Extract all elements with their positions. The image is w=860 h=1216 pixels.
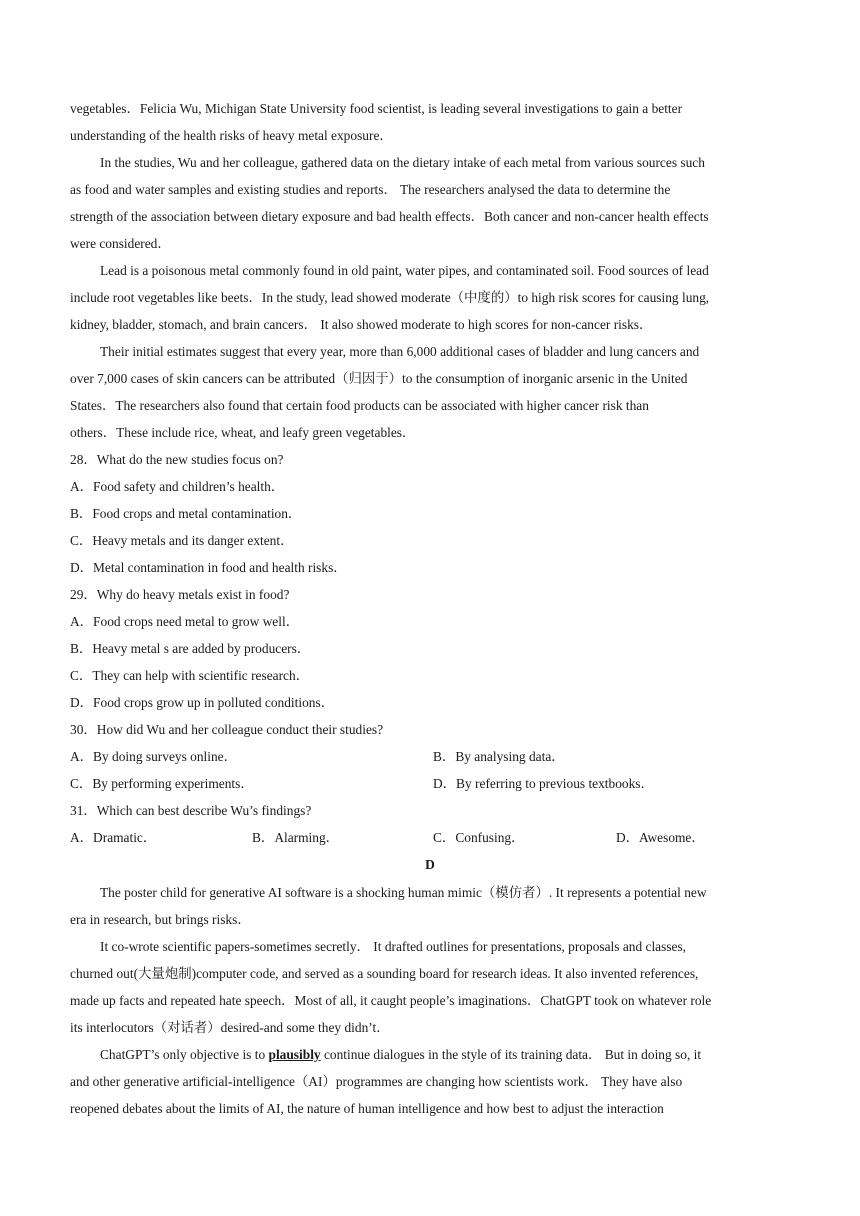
answer-option[interactable]: C．They can help with scientific research． xyxy=(70,668,310,683)
answer-option[interactable]: D．Food crops grow up in polluted conditions． xyxy=(70,695,335,710)
passage-line: reopened debates about the limits of AI, the nature of human intelligence and how best to adjust the interaction xyxy=(70,1101,664,1116)
answer-option[interactable]: C．Confusing． xyxy=(433,830,525,845)
passage-line: kidney, bladder, stomach, and brain cancers． It also showed moderate to high scores for non-cancer risks． xyxy=(70,317,653,332)
answer-option[interactable]: B．Heavy metal s are added by producers． xyxy=(70,641,311,656)
answer-option[interactable]: B．Alarming． xyxy=(252,830,340,845)
answer-option[interactable]: C．By performing experiments． xyxy=(70,776,254,791)
text-segment: continue dialogues in the style of its training data． But in doing so, it xyxy=(320,1047,702,1062)
answer-option[interactable]: D．Metal contamination in food and health risks． xyxy=(70,560,347,575)
passage-line: made up facts and repeated hate speech．Most of all, it caught people’s imaginations．ChatGPT took on whatever role xyxy=(70,993,712,1008)
underlined-word: plausibly xyxy=(268,1047,321,1062)
passage-line: strength of the association between dietary exposure and bad health effects．Both cancer and non-cancer health effects xyxy=(70,209,709,224)
question-stem: 29．Why do heavy metals exist in food? xyxy=(70,587,290,602)
answer-option[interactable]: A．Food crops need metal to grow well． xyxy=(70,614,300,629)
question-stem: 31．Which can best describe Wu’s findings? xyxy=(70,803,312,818)
text-segment: ChatGPT’s only objective is to xyxy=(100,1047,269,1062)
answer-option[interactable]: D．By referring to previous textbooks． xyxy=(433,776,654,791)
answer-option[interactable]: C．Heavy metals and its danger extent． xyxy=(70,533,294,548)
answer-option[interactable]: D．Awesome． xyxy=(616,830,705,845)
passage-line: its interlocutors（对话者）desired-and some they didn’t． xyxy=(70,1020,390,1035)
question-stem: 30．How did Wu and her colleague conduct their studies? xyxy=(70,722,384,737)
passage-line: vegetables．Felicia Wu, Michigan State University food scientist, is leading several investigations to gain a better xyxy=(70,101,683,116)
passage-line: include root vegetables like beets．In the study, lead showed moderate（中度的）to high risk scores for causing lung, xyxy=(70,290,710,305)
passage-line: as food and water samples and existing studies and reports． The researchers analysed the data to determine the xyxy=(70,182,671,197)
answer-option[interactable]: B．By analysing data． xyxy=(433,749,565,764)
section-heading: D xyxy=(425,857,435,872)
passage-line: others．These include rice, wheat, and leafy green vegetables． xyxy=(70,425,416,440)
passage-line: era in research, but brings risks． xyxy=(70,912,251,927)
passage-line: over 7,000 cases of skin cancers can be attributed（归因于）to the consumption of inorganic arsenic in the United xyxy=(70,371,688,386)
passage-line: were considered． xyxy=(70,236,171,251)
passage-line: In the studies, Wu and her colleague, gathered data on the dietary intake of each metal from various sources such xyxy=(100,155,705,170)
passage-line: It co-wrote scientific papers-sometimes secretly． It drafted outlines for presentations, proposals and classes, xyxy=(100,939,687,954)
passage-line xyxy=(100,1047,701,1063)
answer-option[interactable]: A．By doing surveys online． xyxy=(70,749,238,764)
passage-line: Their initial estimates suggest that every year, more than 6,000 additional cases of bladder and lung cancers and xyxy=(100,344,700,359)
passage-line: States．The researchers also found that certain food products can be associated with higher cancer risk than xyxy=(70,398,649,413)
passage-line: Lead is a poisonous metal commonly found in old paint, water pipes, and contaminated soil. Food sources of lead xyxy=(100,263,709,278)
answer-option[interactable]: A．Dramatic． xyxy=(70,830,157,845)
answer-option[interactable]: A．Food safety and children’s health． xyxy=(70,479,285,494)
passage-line: and other generative artificial-intelligence（AI）programmes are changing how scientists work． They have also xyxy=(70,1074,683,1089)
passage-line: understanding of the health risks of heavy metal exposure． xyxy=(70,128,393,143)
passage-line: churned out(大量炮制)computer code, and served as a sounding board for research ideas. It also invented references, xyxy=(70,966,699,981)
question-stem: 28．What do the new studies focus on? xyxy=(70,452,284,467)
passage-line: The poster child for generative AI software is a shocking human mimic（模仿者）. It represents a potential new xyxy=(100,885,707,900)
answer-option[interactable]: B．Food crops and metal contamination． xyxy=(70,506,302,521)
